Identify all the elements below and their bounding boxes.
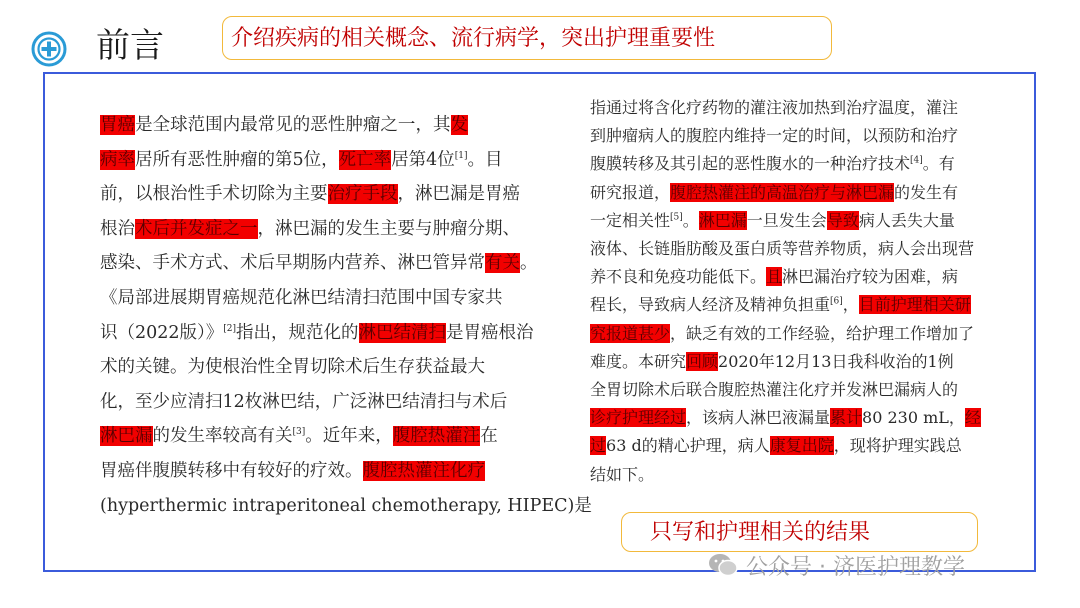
text-line <box>590 150 955 178</box>
text-line <box>100 246 538 281</box>
text-line <box>590 263 959 291</box>
document-left-column <box>100 108 592 523</box>
text-segment: 指通过将含化疗药物的灌注液加热到治疗温度，灌注 <box>590 98 959 117</box>
text-line <box>100 350 485 385</box>
citation-ref: [5] <box>670 212 683 223</box>
text-line <box>590 122 959 150</box>
text-segment: 识（2022版）》 <box>100 322 224 343</box>
highlighted-phrase: 发 <box>450 115 469 135</box>
highlighted-phrase: 死亡率 <box>338 149 392 170</box>
text-line <box>100 454 485 489</box>
highlighted-phrase: 腹腔热灌注 <box>392 426 481 447</box>
highlighted-phrase: 淋巴漏 <box>100 426 153 447</box>
text-segment: 病人丢失大量 <box>858 210 955 230</box>
highlighted-phrase: 治疗手段 <box>327 184 398 205</box>
highlighted-phrase: 诊疗护理经过 <box>590 408 687 428</box>
highlighted-phrase: 经 <box>964 408 981 428</box>
highlighted-phrase: 且 <box>766 267 783 287</box>
highlighted-phrase: 累计 <box>830 408 863 428</box>
text-segment: ， <box>842 295 859 315</box>
text-segment: 在 <box>480 426 498 447</box>
text-segment: 居第4位 <box>391 149 455 170</box>
text-line <box>590 179 959 207</box>
text-line <box>100 177 520 212</box>
highlighted-phrase: 导致 <box>826 210 859 230</box>
text-segment: 感染、手术方式、术后早期肠内营养、淋巴管异常 <box>100 253 485 274</box>
text-segment: ，现将护理实践总 <box>833 436 962 456</box>
text-segment: 的发生率较高有关 <box>152 426 293 447</box>
text-segment: ，缺乏有效的工作经验，给护理工作增加了 <box>670 323 975 343</box>
highlighted-phrase: 过 <box>590 436 607 456</box>
text-segment: 难度。本研究 <box>590 351 687 371</box>
watermark-text: 公众号 · 济医护理教学 <box>746 554 965 580</box>
citation-ref: [3] <box>292 427 306 438</box>
text-line <box>100 316 534 351</box>
text-line <box>100 143 503 178</box>
text-segment: 一旦发生会 <box>746 210 827 230</box>
text-line <box>100 281 503 316</box>
annotation-note-top: 介绍疾病的相关概念、流行病学，突出护理重要性 <box>222 16 832 60</box>
citation-ref: [1] <box>454 150 468 161</box>
text-line <box>590 376 959 404</box>
text-segment: 指出，规范化的 <box>236 322 359 343</box>
text-segment: 养不良和免疫功能低下。 <box>590 267 767 287</box>
highlighted-phrase: 有关 <box>485 253 520 274</box>
annotation-note-bottom: 只写和护理相关的结果 <box>621 512 978 552</box>
highlighted-phrase: 康复出院 <box>769 436 834 456</box>
text-line <box>100 489 592 524</box>
text-segment: 前，以根治性手术切除为主要 <box>100 184 328 205</box>
text-segment: (hyperthermic intraperitoneal chemotherapy, HIPEC)是 <box>100 495 592 516</box>
highlighted-phrase: 胃癌 <box>100 115 136 135</box>
text-segment: 淋巴漏治疗较为困难，病 <box>782 267 959 287</box>
highlighted-phrase: 病率 <box>100 149 135 170</box>
text-segment: 。 <box>682 210 699 230</box>
text-segment: 腹膜转移及其引起的恶性腹水的一种治疗技术 <box>590 154 911 174</box>
text-line <box>590 348 954 376</box>
text-segment: 根治 <box>100 218 135 239</box>
text-segment: 全胃切除术后联合腹腔热灌注化疗并发淋巴漏病人的 <box>590 380 959 400</box>
highlighted-phrase: 腹腔热灌注化疗 <box>362 460 485 481</box>
text-segment: 63 d的精心护理，病人 <box>606 436 770 456</box>
text-line <box>590 432 962 460</box>
highlighted-phrase: 目前护理相关研 <box>858 295 971 315</box>
text-segment: 。有 <box>922 154 955 174</box>
text-segment: 结如下。 <box>590 464 655 484</box>
text-segment: 液体、长链脂肪酸及蛋白质等营养物质，病人会出现营 <box>590 239 975 259</box>
text-segment: ，淋巴漏是胃癌 <box>397 184 520 205</box>
text-segment: 胃癌伴腹膜转移中有较好的疗效。 <box>100 460 363 481</box>
text-line <box>590 207 955 235</box>
highlighted-phrase: 回顾 <box>686 351 719 371</box>
text-segment: ，淋巴漏的发生主要与肿瘤分期、 <box>257 218 520 239</box>
plus-circle-icon <box>30 30 68 68</box>
wechat-icon <box>708 552 738 578</box>
text-line <box>100 108 468 143</box>
text-segment: 。 <box>520 253 538 274</box>
text-segment: ，该病人淋巴液漏量 <box>686 408 831 428</box>
text-line <box>590 235 975 263</box>
text-segment: 的发生有 <box>894 182 959 202</box>
text-line <box>590 291 971 319</box>
highlighted-phrase: 淋巴结清扫 <box>358 322 447 343</box>
text-segment: 研究报道， <box>590 182 671 202</box>
citation-ref: [6] <box>830 297 843 308</box>
text-segment: 是全球范围内最常见的恶性肿瘤之一，其 <box>135 115 451 135</box>
text-line <box>590 320 975 348</box>
highlighted-phrase: 淋巴漏 <box>698 210 747 230</box>
text-line <box>100 419 498 454</box>
document-right-column <box>590 94 981 489</box>
text-segment: 术的关键。为使根治性全胃切除术后生存获益最大 <box>100 357 485 378</box>
watermark <box>708 550 965 580</box>
citation-ref: [4] <box>910 156 923 167</box>
text-line <box>590 404 981 432</box>
text-segment: 居所有恶性肿瘤的第5位， <box>135 149 339 170</box>
text-segment: 程长，导致病人经济及精神负担重 <box>590 295 831 315</box>
text-segment: 到肿瘤病人的腹腔内维持一定的时间，以预防和治疗 <box>590 126 959 146</box>
text-line <box>590 461 944 489</box>
text-line <box>100 212 520 247</box>
text-segment: 《局部进展期胃癌规范化淋巴结清扫范围中国专家共 <box>100 287 503 308</box>
text-segment: 一定相关性 <box>590 210 671 230</box>
text-line <box>590 94 959 122</box>
highlighted-phrase: 腹腔热灌注的高温治疗与淋巴漏 <box>670 182 895 202</box>
citation-ref: [2] <box>223 323 237 334</box>
page-title: 前言 <box>96 26 164 66</box>
text-line <box>100 385 508 420</box>
text-segment: 是胃癌根治 <box>446 322 534 343</box>
highlighted-phrase: 究报道甚少 <box>590 323 671 343</box>
text-segment: 2020年12月13日我科收治的1例 <box>718 351 954 371</box>
text-segment: 化，至少应清扫12枚淋巴结，广泛淋巴结清扫与术后 <box>100 391 508 412</box>
text-segment: 80 230 mL， <box>862 408 965 428</box>
text-segment: 。近年来， <box>305 426 393 447</box>
highlighted-phrase: 术后并发症之一 <box>135 218 258 239</box>
text-segment: 。目 <box>467 149 503 170</box>
